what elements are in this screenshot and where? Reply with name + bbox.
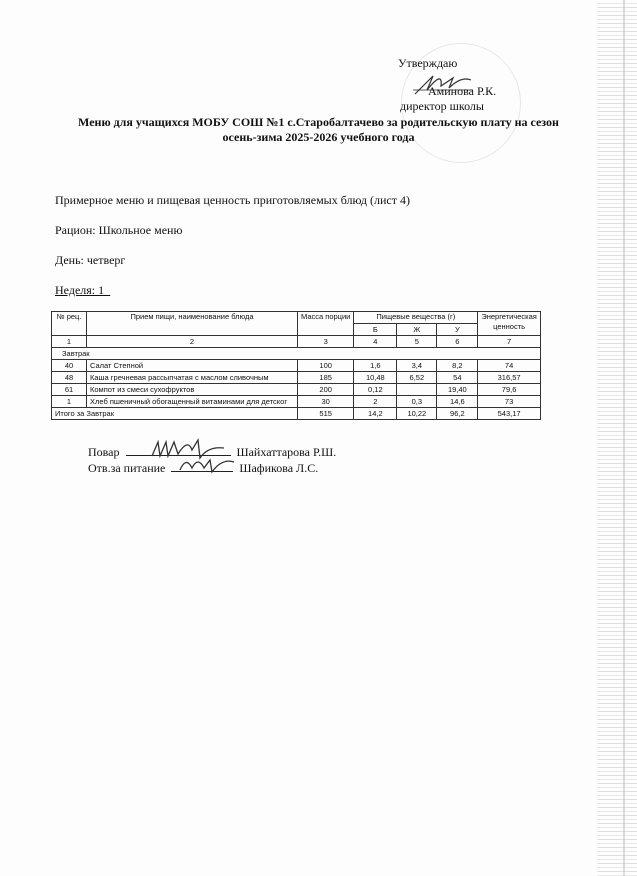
responsible-name: Шафикова Л.С. xyxy=(239,461,319,475)
table-header-row-1 xyxy=(52,312,541,324)
cell-rec: 1 xyxy=(52,396,87,408)
cell-energy: 74 xyxy=(478,360,541,372)
cell-energy: 73 xyxy=(478,396,541,408)
total-mass: 515 xyxy=(298,408,354,420)
cell-zh: 6,52 xyxy=(397,372,437,384)
col-number: 5 xyxy=(397,336,437,348)
cell-b: 0,12 xyxy=(354,384,397,396)
cell-rec: 40 xyxy=(52,360,87,372)
cell-mass: 200 xyxy=(298,384,354,396)
col-number: 4 xyxy=(354,336,397,348)
title-line-2: осень-зима 2025-2026 учебного года xyxy=(222,130,415,144)
col-number: 1 xyxy=(52,336,87,348)
scan-edge-line xyxy=(623,0,625,876)
cell-mass: 30 xyxy=(298,396,354,408)
page-title xyxy=(40,115,597,145)
section-label: Завтрак xyxy=(52,348,541,360)
total-b: 14,2 xyxy=(354,408,397,420)
header-rec: № рец. xyxy=(52,312,87,336)
cell-name: Салат Степной xyxy=(87,360,298,372)
cell-mass: 185 xyxy=(298,372,354,384)
sheet-description: Примерное меню и пищевая ценность приготовляемых блюд (лист 4) xyxy=(55,193,410,207)
total-energy: 543,17 xyxy=(478,408,541,420)
cell-name: Каша гречневая рассыпчатая с маслом сливочным xyxy=(87,372,298,384)
cell-energy: 79,6 xyxy=(478,384,541,396)
cell-mass: 100 xyxy=(298,360,354,372)
total-u: 96,2 xyxy=(437,408,478,420)
cell-u: 8,2 xyxy=(437,360,478,372)
approver-name: Аминова Р.К. xyxy=(428,84,497,98)
cook-label: Повар xyxy=(88,445,120,459)
header-nutrients: Пищевые вещества (г) xyxy=(354,312,478,324)
cell-zh: 0,3 xyxy=(397,396,437,408)
table-number-row xyxy=(52,336,541,348)
cook-name: Шайхаттарова Р.Ш. xyxy=(236,445,337,459)
menu-table xyxy=(51,311,541,420)
header-u: У xyxy=(437,324,478,336)
total-label: Итого за Завтрак xyxy=(52,408,298,420)
day-line: День: четверг xyxy=(55,253,126,267)
header-meal: Прием пищи, наименование блюда xyxy=(87,312,298,336)
table-total-row xyxy=(52,408,541,420)
table-row xyxy=(52,360,541,372)
table-row xyxy=(52,396,541,408)
cell-rec: 61 xyxy=(52,384,87,396)
cell-b: 10,48 xyxy=(354,372,397,384)
responsible-label: Отв.за питание xyxy=(88,461,166,475)
cell-zh: 3,4 xyxy=(397,360,437,372)
col-number: 3 xyxy=(298,336,354,348)
ration-line: Рацион: Школьное меню xyxy=(55,223,183,237)
cell-zh xyxy=(397,384,437,396)
table-section-row xyxy=(52,348,541,360)
header-energy: Энергетическая ценность xyxy=(478,312,541,336)
week-line: Неделя: 1_ xyxy=(55,283,111,297)
header-zh: Ж xyxy=(397,324,437,336)
col-number: 6 xyxy=(437,336,478,348)
header-b: Б xyxy=(354,324,397,336)
cell-name: Компот из смеси сухофруктов xyxy=(87,384,298,396)
cell-b: 1,6 xyxy=(354,360,397,372)
header-mass: Масса порции xyxy=(298,312,354,336)
cell-energy: 316,57 xyxy=(478,372,541,384)
approve-label: Утверждаю xyxy=(398,56,458,70)
cell-u: 54 xyxy=(437,372,478,384)
approver-position: директор школы xyxy=(400,99,484,113)
cell-u: 14,6 xyxy=(437,396,478,408)
cell-rec: 48 xyxy=(52,372,87,384)
responsible-signature xyxy=(176,452,236,476)
cell-b: 2 xyxy=(354,396,397,408)
table-row xyxy=(52,384,541,396)
cell-u: 19,40 xyxy=(437,384,478,396)
col-number: 2 xyxy=(87,336,298,348)
total-zh: 10,22 xyxy=(397,408,437,420)
col-number: 7 xyxy=(478,336,541,348)
table-row xyxy=(52,372,541,384)
title-line-1: Меню для учащихся МОБУ СОШ №1 с.Старобалтачево за родительскую плату на сезон xyxy=(78,115,559,129)
scan-edge-noise xyxy=(597,0,637,876)
cell-name: Хлеб пшеничный обогащенный витаминами для детског xyxy=(87,396,298,408)
